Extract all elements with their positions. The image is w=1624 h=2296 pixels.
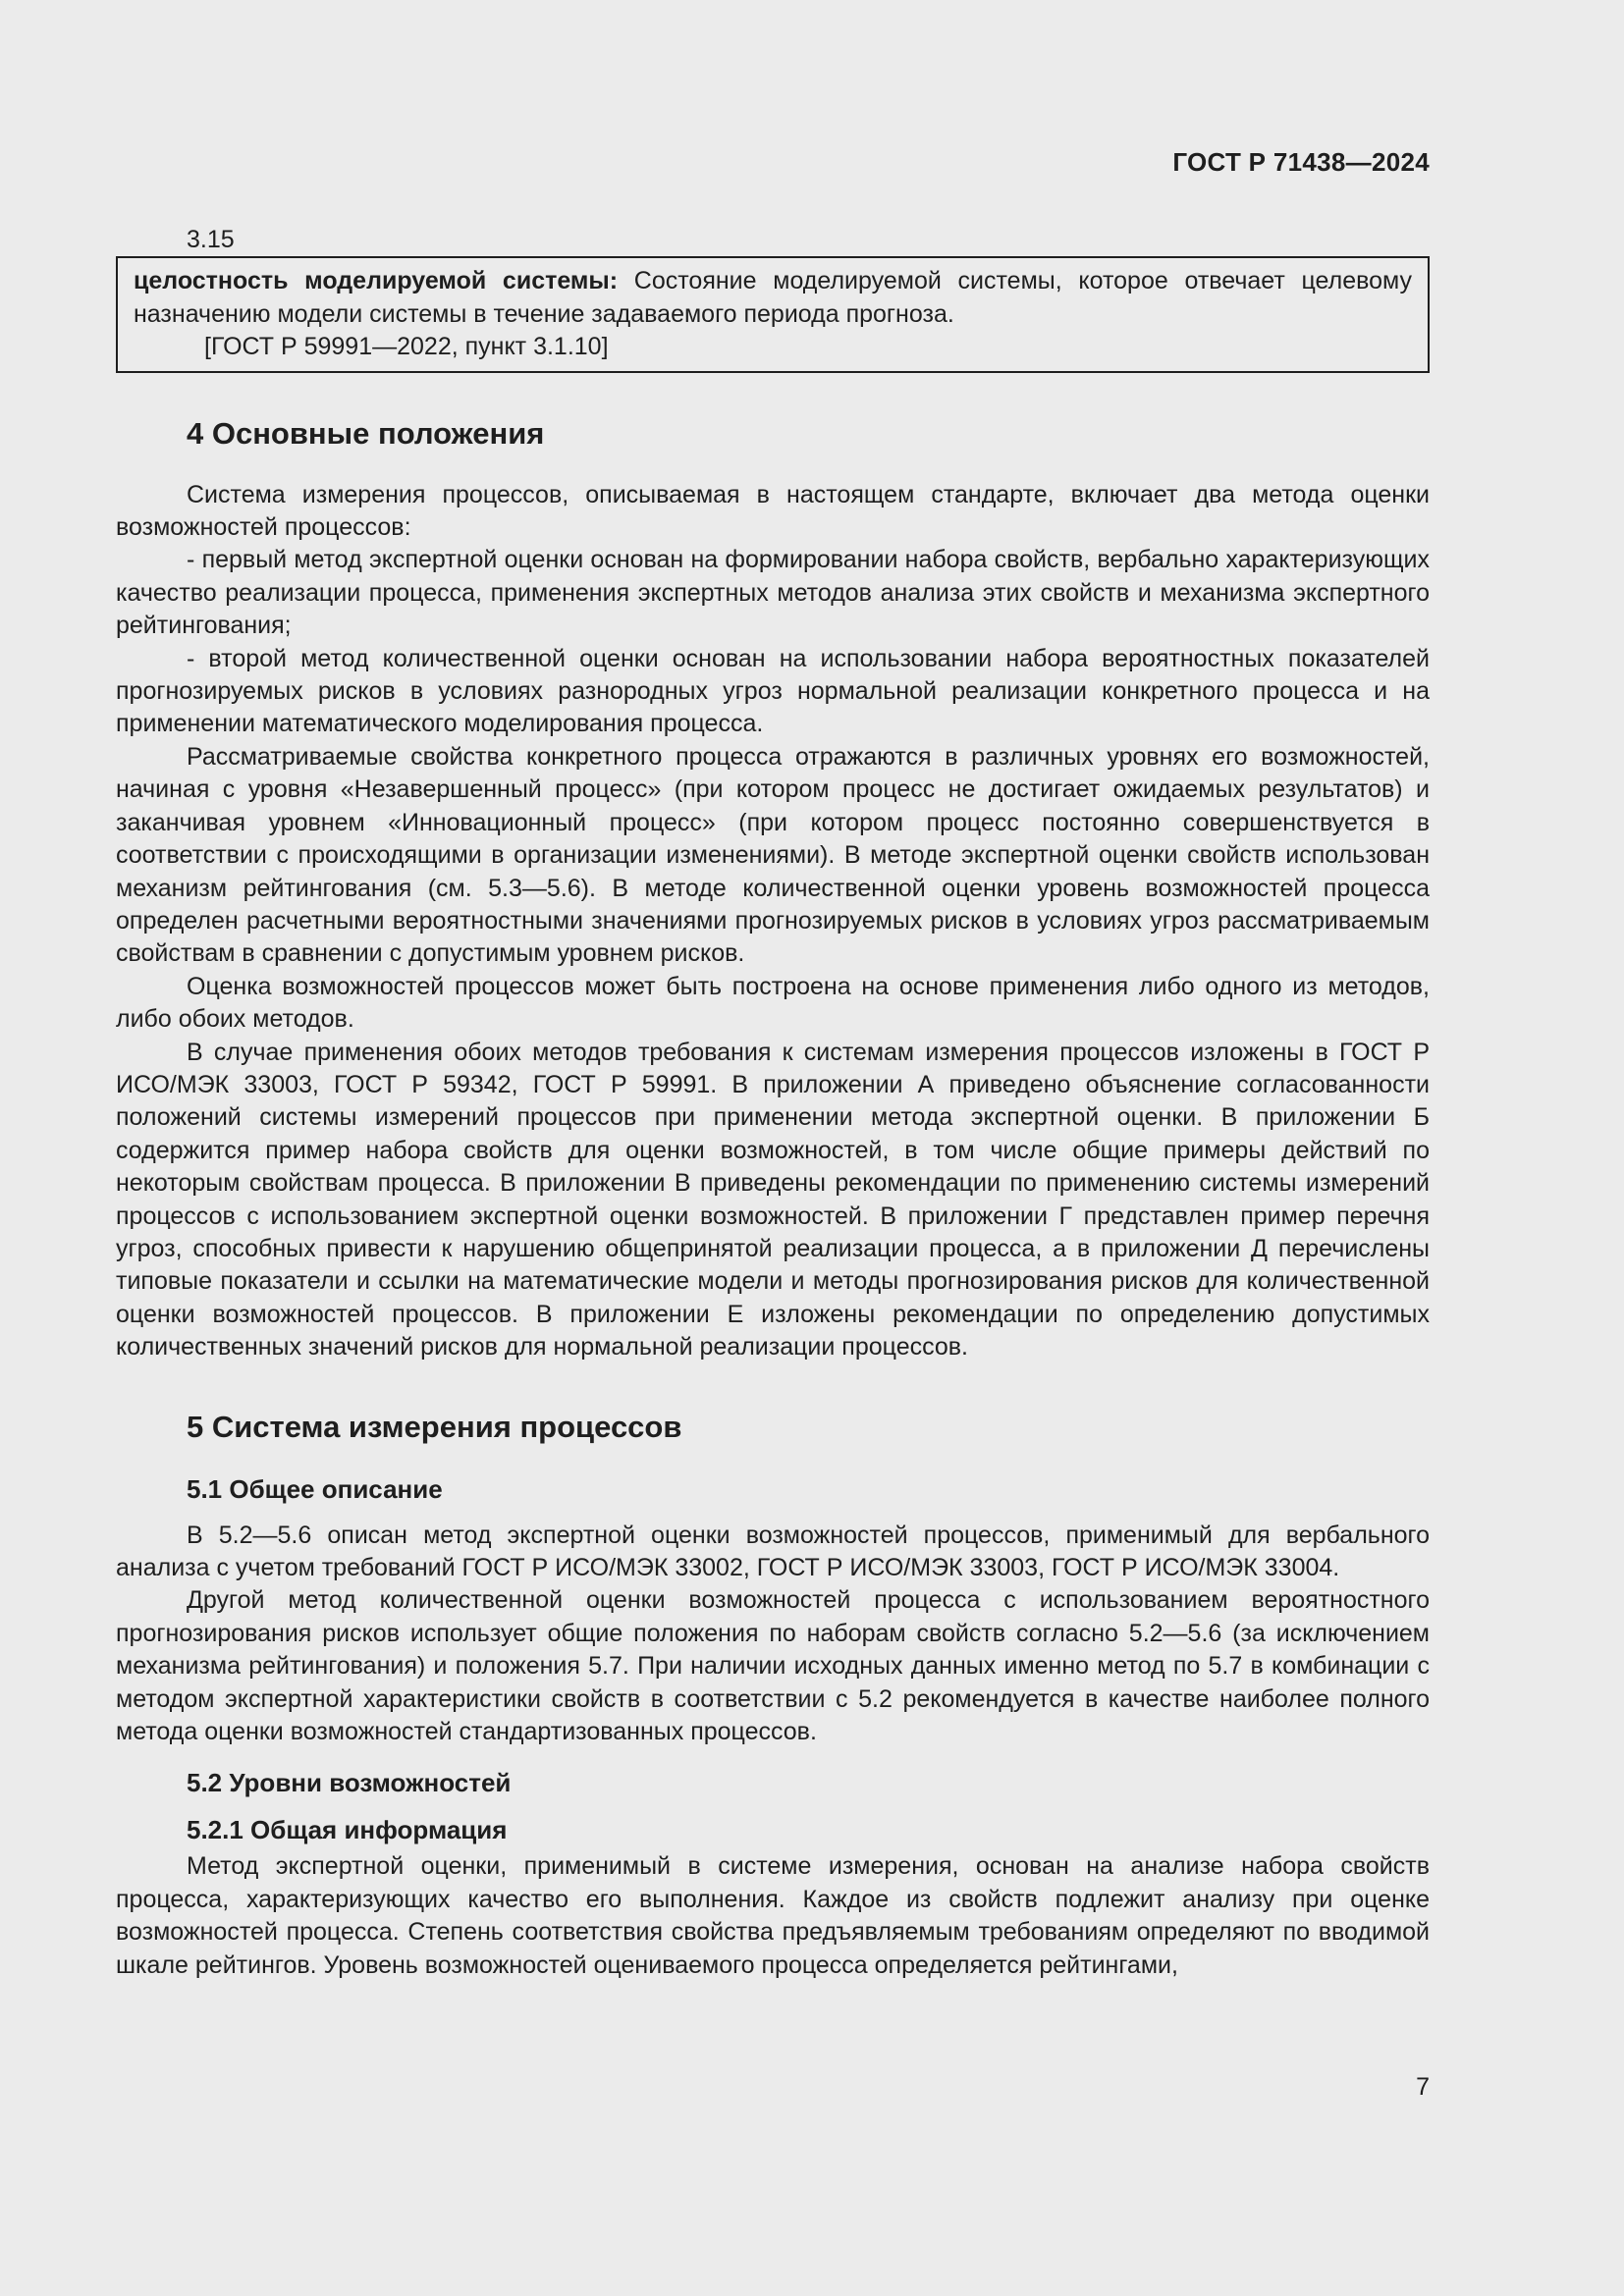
page-number: 7	[1416, 2073, 1430, 2101]
subsection-5-1-title: 5.1 Общее описание	[187, 1473, 443, 1504]
subsection-5-2-title: 5.2 Уровни возможностей	[187, 1768, 512, 1798]
section-5-title: 5 Система измерения процессов	[187, 1409, 682, 1444]
paragraph: Другой метод количественной оценки возможностей процесса с использованием вероятностного прогнозирования рисков использует общие положения по наборам свойств согласно 5.2—5.6 (за исключением механизма рейтингования) и положения 5.7. При наличии исходных данных именно метод по 5.7 в комбинации с методом экспертной характеристики свойств в соответствии с 5.2 рекомендуется в качестве наиболее полного метода оценки возможностей стандартизованных процессов.	[116, 1586, 1430, 1746]
term-definition-text: Состояние моделируемой системы, которое отвечает целевому назначению модели системы в течение задаваемого периода прогноза.	[134, 267, 1412, 328]
term-number: 3.15	[187, 226, 235, 253]
document-code: ГОСТ Р 71438—2024	[1172, 147, 1430, 177]
list-item: - второй метод количественной оценки основан на использовании набора вероятностных показателей прогнозируемых рисков в условиях разнородных угроз нормальной реализации конкретного процесса и на применении математического моделирования процесса.	[116, 644, 1430, 738]
section-4-title: 4 Основные положения	[187, 415, 545, 451]
paragraph: Рассматриваемые свойства конкретного процесса отражаются в различных уровнях его возможностей, начиная с уровня «Незавершенный процесс» (при котором процесс не достигает ожидаемых результатов) и заканчивая уровнем «Инновационный процесс» (при котором процесс постоянно совершенствуется в соответствии с происходящими в организации изменениями). В методе экспертной оценки свойств использован механизм рейтингования (см. 5.3—5.6). В методе количественной оценки уровень возможностей процесса определен расчетными вероятностными значениями прогнозируемых рисков в условиях угроз рассматриваемым свойствам в сравнении с допустимым уровнем рисков.	[116, 742, 1430, 968]
paragraph: Метод экспертной оценки, применимый в системе измерения, основан на анализе набора свойств процесса, характеризующих качество его выполнения. Каждое из свойств подлежит анализу при оценке возможностей процесса. Степень соответствия свойства предъявляемым требованиям определяют по вводимой шкале рейтингов. Уровень возможностей оцениваемого процесса определяется рейтингами,	[116, 1852, 1430, 1979]
paragraph: В 5.2—5.6 описан метод экспертной оценки возможностей процессов, применимый для вербального анализа с учетом требований ГОСТ Р ИСО/МЭК 33002, ГОСТ Р ИСО/МЭК 33003, ГОСТ Р ИСО/МЭК 33004.	[116, 1521, 1430, 1581]
spacer	[116, 1364, 1430, 1408]
paragraph: Оценка возможностей процессов может быть построена на основе применения либо одного из методов, либо обоих методов.	[116, 972, 1430, 1034]
term-name: целостность моделируемой системы:	[134, 267, 619, 295]
page-content	[116, 224, 1430, 1982]
spacer	[116, 1748, 1430, 1766]
paragraph: В случае применения обоих методов требования к системам измерения процессов изложены в ГОСТ Р ИСО/МЭК 33003, ГОСТ Р 59342, ГОСТ Р 59991. В приложении А приведено объяснение согласованности положений системы измерений процессов при применении метода экспертной оценки. В приложении Б содержится пример набора свойств для оценки возможностей, в том числе общие примеры действий по некоторым свойствам процесса. В приложении В приведены рекомендации по применению системы измерений процессов с использованием экспертной оценки возможностей. В приложении Г представлен пример перечня угроз, способных привести к нарушению общепринятой реализации процесса, а в приложении Д перечислены типовые показатели и ссылки на математические модели и методы прогнозирования рисков для количественной оценки возможностей процессов. В приложении Е изложены рекомендации по определению допустимых количественных значений рисков для нормальной реализации процессов.	[116, 1038, 1430, 1362]
list-item: - первый метод экспертной оценки основан на формировании набора свойств, вербально характеризующих качество реализации процесса, применения экспертных методов анализа этих свойств и механизма экспертного рейтингования;	[116, 546, 1430, 640]
term-source: [ГОСТ Р 59991—2022, пункт 3.1.10]	[204, 333, 609, 361]
term-definition-box	[116, 256, 1430, 372]
paragraph: Система измерения процессов, описываемая в настоящем стандарте, включает два метода оценки возможностей процессов:	[116, 480, 1430, 542]
subsection-5-2-1-title: 5.2.1 Общая информация	[187, 1815, 508, 1845]
term-definition	[134, 265, 1412, 331]
